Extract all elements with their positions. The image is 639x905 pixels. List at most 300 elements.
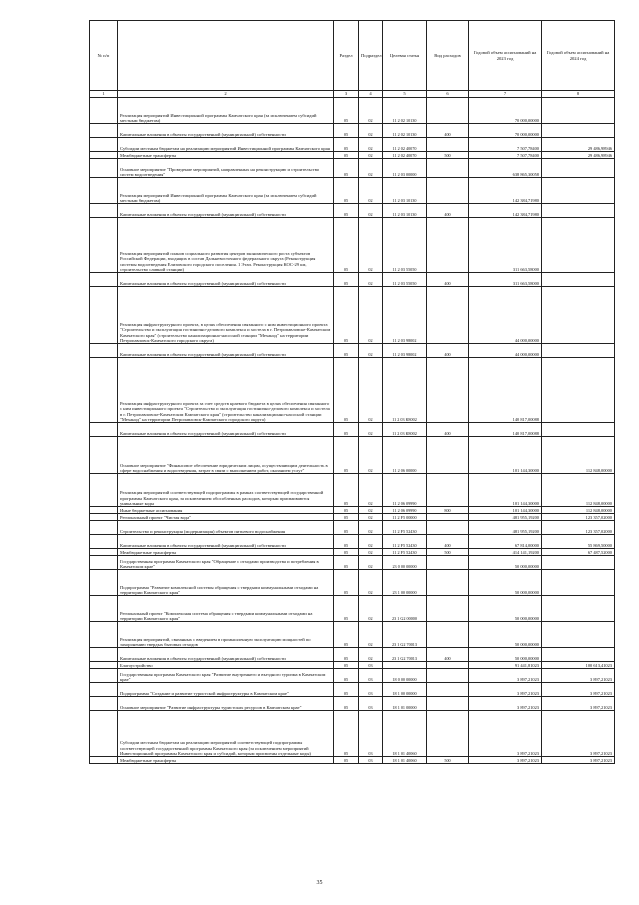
amount-2023-cell: 7 507,78400 bbox=[469, 152, 542, 159]
item-name-cell: Подпрограмма "Создание и развитие туристской инфраструктуры в Камчатском крае" bbox=[118, 683, 334, 697]
subsection-cell: 02 bbox=[359, 521, 383, 535]
section-cell: 05 bbox=[334, 437, 359, 474]
amount-2024-cell: 55 869,50000 bbox=[542, 535, 615, 549]
expense-type-cell: 400 bbox=[427, 535, 469, 549]
table-row bbox=[90, 159, 615, 178]
target-article-cell: 11 2 F5 00000 bbox=[383, 514, 427, 521]
target-article-cell: 11 2 02 10130 bbox=[383, 98, 427, 124]
expense-type-cell bbox=[427, 556, 469, 570]
section-cell: 05 bbox=[334, 218, 359, 273]
target-article-cell: 11 2 02 40070 bbox=[383, 138, 427, 152]
subsection-cell: 02 bbox=[359, 570, 383, 596]
amount-2024-cell: 123 357,02000 bbox=[542, 514, 615, 521]
amount-2024-cell bbox=[542, 344, 615, 358]
amount-2023-cell: 414 141,19200 bbox=[469, 549, 542, 556]
amount-2023-cell: 311 663,58000 bbox=[469, 218, 542, 273]
row-number-cell bbox=[90, 757, 118, 764]
table-row bbox=[90, 344, 615, 358]
column-number: 1 bbox=[90, 91, 118, 98]
expense-type-cell bbox=[427, 697, 469, 711]
row-number-cell bbox=[90, 159, 118, 178]
expense-type-cell bbox=[427, 358, 469, 423]
expense-type-cell bbox=[427, 159, 469, 178]
row-number-cell bbox=[90, 556, 118, 570]
expense-type-cell bbox=[427, 521, 469, 535]
amount-2024-cell: 100 613,41023 bbox=[542, 662, 615, 669]
amount-2023-cell: 3 897,21023 bbox=[469, 697, 542, 711]
amount-2023-cell: 140 817,00088 bbox=[469, 358, 542, 423]
row-number-cell bbox=[90, 697, 118, 711]
amount-2024-cell bbox=[542, 204, 615, 218]
expense-type-cell bbox=[427, 437, 469, 474]
row-number-cell bbox=[90, 669, 118, 683]
row-number-cell bbox=[90, 507, 118, 514]
target-article-cell: 18 1 01 40060 bbox=[383, 711, 427, 757]
amount-2024-cell: 67 487,52000 bbox=[542, 549, 615, 556]
item-name-cell: Строительство и реконструкция (модернизация) объектов питьевого водоснабжения bbox=[118, 521, 334, 535]
amount-2024-cell bbox=[542, 287, 615, 344]
item-name-cell: Капитальные вложения в объекты государственной (муниципальной) собственности bbox=[118, 124, 334, 138]
section-cell: 05 bbox=[334, 287, 359, 344]
amount-2023-cell: 44 000,00000 bbox=[469, 287, 542, 344]
row-number-cell bbox=[90, 152, 118, 159]
item-name-cell: Благоустройство bbox=[118, 662, 334, 669]
table-row bbox=[90, 669, 615, 683]
expense-type-cell bbox=[427, 669, 469, 683]
item-name-cell: Реализация инфраструктурного проекта, в целях обеспечения связанного с ним инвестиционного проекта "Строительство и эксплуатация гостинично-делового комплекса и хостела в г. Петропавловске-Камчатском Камчатского края" (строительство канализационно-насосной станции "Механод" на территории Петропавловск-Камчатского городского округа) bbox=[118, 287, 334, 344]
section-cell: 05 bbox=[334, 124, 359, 138]
subsection-cell: 03 bbox=[359, 662, 383, 669]
table-row bbox=[90, 683, 615, 697]
section-cell: 05 bbox=[334, 648, 359, 662]
header-amount-2023: Годовой объем ассигнований на 2023 год bbox=[469, 21, 542, 91]
target-article-cell: 11 2 06 09990 bbox=[383, 474, 427, 507]
amount-2023-cell: 101 144,30000 bbox=[469, 507, 542, 514]
expense-type-cell bbox=[427, 596, 469, 622]
header-name bbox=[118, 21, 334, 91]
amount-2024-cell: 3 897,21023 bbox=[542, 697, 615, 711]
table-row bbox=[90, 437, 615, 474]
expense-type-cell bbox=[427, 622, 469, 648]
column-number-row bbox=[90, 91, 615, 98]
item-name-cell: Субсидии местным бюджетам на реализацию мероприятий соответствующей подпрограммы соответствующей государственной программы Камчатского края (за исключением мероприятий Инвестиционной программы Камчатского края и субсидий, которым присвоены отдельные коды) bbox=[118, 711, 334, 757]
subsection-cell: 02 bbox=[359, 474, 383, 507]
item-name-cell: Капитальные вложения в объекты государственной (муниципальной) собственности bbox=[118, 204, 334, 218]
amount-2024-cell: 112 848,00000 bbox=[542, 474, 615, 507]
column-number: 8 bbox=[542, 91, 615, 98]
subsection-cell: 02 bbox=[359, 344, 383, 358]
target-article-cell: 11 2 03 К8002 bbox=[383, 423, 427, 437]
amount-2023-cell: 481 955,19200 bbox=[469, 521, 542, 535]
expense-type-cell bbox=[427, 218, 469, 273]
target-article-cell: 11 2 06 00000 bbox=[383, 437, 427, 474]
amount-2023-cell: 50 000,00000 bbox=[469, 570, 542, 596]
expense-type-cell: 500 bbox=[427, 757, 469, 764]
target-article-cell: 11 2 03 98002 bbox=[383, 344, 427, 358]
item-name-cell: Иные бюджетные ассигнования bbox=[118, 507, 334, 514]
table-row bbox=[90, 98, 615, 124]
section-cell: 05 bbox=[334, 273, 359, 287]
target-article-cell: 11 2 F5 52430 bbox=[383, 549, 427, 556]
row-number-cell bbox=[90, 287, 118, 344]
page-number: 35 bbox=[316, 880, 323, 886]
row-number-cell bbox=[90, 711, 118, 757]
subsection-cell: 02 bbox=[359, 98, 383, 124]
section-cell: 05 bbox=[334, 423, 359, 437]
table-row bbox=[90, 570, 615, 596]
subsection-cell: 02 bbox=[359, 204, 383, 218]
target-article-cell: 23 1 G2 70013 bbox=[383, 648, 427, 662]
section-cell: 05 bbox=[334, 507, 359, 514]
row-number-cell bbox=[90, 662, 118, 669]
amount-2023-cell: 311 663,58000 bbox=[469, 273, 542, 287]
amount-2024-cell: 3 897,21023 bbox=[542, 711, 615, 757]
section-cell: 05 bbox=[334, 514, 359, 521]
row-number-cell bbox=[90, 570, 118, 596]
amount-2024-cell bbox=[542, 218, 615, 273]
item-name-cell: Капитальные вложения в объекты государственной (муниципальной) собственности bbox=[118, 273, 334, 287]
table-body bbox=[90, 21, 615, 764]
amount-2024-cell: 112 848,00000 bbox=[542, 437, 615, 474]
subsection-cell: 03 bbox=[359, 711, 383, 757]
item-name-cell: Основное мероприятие "Финансовое обеспечение юридическим лицам, осуществляющим деятельность в сфере водоснабжения и водоотведения, затрат в связи с выполнением работ, оказанием услуг" bbox=[118, 437, 334, 474]
column-number: 7 bbox=[469, 91, 542, 98]
target-article-cell: 23 1 G2 00000 bbox=[383, 596, 427, 622]
expense-type-cell bbox=[427, 683, 469, 697]
row-number-cell bbox=[90, 138, 118, 152]
expense-type-cell: 400 bbox=[427, 423, 469, 437]
row-number-cell bbox=[90, 204, 118, 218]
header-subsection: Подраздел bbox=[359, 21, 383, 91]
amount-2023-cell: 91 441,81023 bbox=[469, 662, 542, 669]
item-name-cell: Региональный проект "Комплексная система обращения с твердыми коммунальными отходами на территории Камчатского края" bbox=[118, 596, 334, 622]
item-name-cell: Межбюджетные трансферты bbox=[118, 152, 334, 159]
subsection-cell: 02 bbox=[359, 124, 383, 138]
target-article-cell: 18 1 00 00000 bbox=[383, 683, 427, 697]
amount-2024-cell bbox=[542, 124, 615, 138]
amount-2024-cell: 112 848,00000 bbox=[542, 507, 615, 514]
item-name-cell: Основное мероприятие "Проведение мероприятий, направленных на реконструкцию и строительство систем водоотведения" bbox=[118, 159, 334, 178]
row-number-cell bbox=[90, 549, 118, 556]
amount-2024-cell: 123 357,02000 bbox=[542, 521, 615, 535]
amount-2023-cell: 50 000,00000 bbox=[469, 622, 542, 648]
header-expense-type: Вид расходов bbox=[427, 21, 469, 91]
amount-2024-cell bbox=[542, 596, 615, 622]
row-number-cell bbox=[90, 535, 118, 549]
item-name-cell: Региональный проект "Чистая вода" bbox=[118, 514, 334, 521]
section-cell: 05 bbox=[334, 152, 359, 159]
section-cell: 05 bbox=[334, 662, 359, 669]
item-name-cell: Капитальные вложения в объекты государственной (муниципальной) собственности bbox=[118, 648, 334, 662]
amount-2023-cell: 50 000,00000 bbox=[469, 648, 542, 662]
subsection-cell: 02 bbox=[359, 178, 383, 204]
table-row bbox=[90, 535, 615, 549]
item-name-cell: Реализация мероприятий планов социального развития центров экономического роста субъектов Российской Федерации, входящих в состав Дальневосточного федерального округа (Реконструкция системы водоотведения Елизовского городского поселения. 1 Этап. Реконструкция КОС-29 км, строительство сливной станции) bbox=[118, 218, 334, 273]
amount-2023-cell: 50 000,00000 bbox=[469, 596, 542, 622]
header-target-article: Целевая статья bbox=[383, 21, 427, 91]
item-name-cell: Субсидии местным бюджетам на реализацию мероприятий Инвестиционной программы Камчатского края bbox=[118, 138, 334, 152]
amount-2023-cell: 140 817,00088 bbox=[469, 423, 542, 437]
amount-2024-cell: 3 897,21023 bbox=[542, 683, 615, 697]
amount-2024-cell: 29 486,98946 bbox=[542, 138, 615, 152]
target-article-cell: 11 2 02 10130 bbox=[383, 124, 427, 138]
expense-type-cell: 400 bbox=[427, 124, 469, 138]
subsection-cell: 03 bbox=[359, 669, 383, 683]
table-row bbox=[90, 204, 615, 218]
item-name-cell: Основное мероприятие "Развитие инфраструктуры туристских ресурсов в Камчатском крае" bbox=[118, 697, 334, 711]
subsection-cell: 02 bbox=[359, 648, 383, 662]
subsection-cell: 02 bbox=[359, 507, 383, 514]
table-row bbox=[90, 474, 615, 507]
row-number-cell bbox=[90, 423, 118, 437]
section-cell: 05 bbox=[334, 521, 359, 535]
target-article-cell: 11 2 03 10130 bbox=[383, 178, 427, 204]
subsection-cell: 02 bbox=[359, 287, 383, 344]
table-row bbox=[90, 152, 615, 159]
amount-2023-cell: 638 865,30058 bbox=[469, 159, 542, 178]
column-number: 4 bbox=[359, 91, 383, 98]
expense-type-cell: 800 bbox=[427, 507, 469, 514]
subsection-cell: 03 bbox=[359, 757, 383, 764]
column-number: 5 bbox=[383, 91, 427, 98]
table-row bbox=[90, 507, 615, 514]
amount-2023-cell: 3 897,21023 bbox=[469, 757, 542, 764]
section-cell: 05 bbox=[334, 570, 359, 596]
item-name-cell: Реализация мероприятий Инвестиционной программы Камчатского края (за исключением субсидий местным бюджетам) bbox=[118, 178, 334, 204]
item-name-cell: Межбюджетные трансферты bbox=[118, 757, 334, 764]
row-number-cell bbox=[90, 273, 118, 287]
section-cell: 05 bbox=[334, 757, 359, 764]
subsection-cell: 02 bbox=[359, 138, 383, 152]
target-article-cell: 11 2 06 09990 bbox=[383, 507, 427, 514]
expense-type-cell: 400 bbox=[427, 204, 469, 218]
target-article-cell: 11 2 03 98002 bbox=[383, 287, 427, 344]
row-number-cell bbox=[90, 596, 118, 622]
item-name-cell: Капитальные вложения в объекты государственной (муниципальной) собственности bbox=[118, 535, 334, 549]
section-cell: 05 bbox=[334, 204, 359, 218]
subsection-cell: 02 bbox=[359, 423, 383, 437]
amount-2024-cell: 29 486,98946 bbox=[542, 152, 615, 159]
expense-type-cell bbox=[427, 711, 469, 757]
item-name-cell: Межбюджетные трансферты bbox=[118, 549, 334, 556]
amount-2023-cell: 142 384,71980 bbox=[469, 178, 542, 204]
table-row bbox=[90, 596, 615, 622]
amount-2023-cell: 481 955,19200 bbox=[469, 514, 542, 521]
item-name-cell: Реализация мероприятий Инвестиционной программы Камчатского края (за исключением субсидий местным бюджетам) bbox=[118, 98, 334, 124]
target-article-cell: 11 2 02 40070 bbox=[383, 152, 427, 159]
expense-type-cell bbox=[427, 138, 469, 152]
subsection-cell: 02 bbox=[359, 273, 383, 287]
expense-type-cell: 400 bbox=[427, 344, 469, 358]
table-row bbox=[90, 521, 615, 535]
amount-2024-cell bbox=[542, 273, 615, 287]
amount-2024-cell bbox=[542, 622, 615, 648]
section-cell: 05 bbox=[334, 669, 359, 683]
amount-2024-cell bbox=[542, 358, 615, 423]
table-row bbox=[90, 287, 615, 344]
section-cell: 05 bbox=[334, 711, 359, 757]
subsection-cell: 02 bbox=[359, 437, 383, 474]
header-number: № п/п bbox=[90, 21, 118, 91]
expense-type-cell bbox=[427, 514, 469, 521]
item-name-cell: Государственная программа Камчатского края "Развитие внутреннего и въездного туризма в Камчатском крае" bbox=[118, 669, 334, 683]
row-number-cell bbox=[90, 98, 118, 124]
table-row bbox=[90, 218, 615, 273]
column-number: 2 bbox=[118, 91, 334, 98]
section-cell: 05 bbox=[334, 178, 359, 204]
amount-2024-cell bbox=[542, 648, 615, 662]
amount-2024-cell bbox=[542, 178, 615, 204]
table-row bbox=[90, 358, 615, 423]
subsection-cell: 02 bbox=[359, 535, 383, 549]
table-row bbox=[90, 556, 615, 570]
header-section: Раздел bbox=[334, 21, 359, 91]
table-row bbox=[90, 662, 615, 669]
row-number-cell bbox=[90, 648, 118, 662]
subsection-cell: 02 bbox=[359, 358, 383, 423]
expense-type-cell bbox=[427, 570, 469, 596]
column-number: 3 bbox=[334, 91, 359, 98]
subsection-cell: 02 bbox=[359, 556, 383, 570]
target-article-cell: 11 2 03 00000 bbox=[383, 159, 427, 178]
table-row bbox=[90, 711, 615, 757]
target-article-cell: 18 0 00 00000 bbox=[383, 669, 427, 683]
subsection-cell: 03 bbox=[359, 683, 383, 697]
target-article-cell: 11 2 F5 52430 bbox=[383, 521, 427, 535]
amount-2024-cell bbox=[542, 556, 615, 570]
section-cell: 05 bbox=[334, 683, 359, 697]
section-cell: 05 bbox=[334, 556, 359, 570]
expense-type-cell: 400 bbox=[427, 273, 469, 287]
target-article-cell: 11 2 03 55050 bbox=[383, 273, 427, 287]
section-cell: 05 bbox=[334, 138, 359, 152]
table-row bbox=[90, 138, 615, 152]
row-number-cell bbox=[90, 514, 118, 521]
target-article-cell: 23 1 00 00000 bbox=[383, 570, 427, 596]
expense-type-cell bbox=[427, 178, 469, 204]
section-cell: 05 bbox=[334, 474, 359, 507]
target-article-cell: 11 2 03 55050 bbox=[383, 218, 427, 273]
subsection-cell: 02 bbox=[359, 218, 383, 273]
section-cell: 05 bbox=[334, 344, 359, 358]
item-name-cell: Реализация мероприятий, связанных с введением в промышленную эксплуатацию мощностей по захоронению твердых бытовых отходов bbox=[118, 622, 334, 648]
subsection-cell: 02 bbox=[359, 622, 383, 648]
expense-type-cell: 400 bbox=[427, 648, 469, 662]
section-cell: 05 bbox=[334, 358, 359, 423]
column-number: 6 bbox=[427, 91, 469, 98]
target-article-cell: 11 2 03 К8002 bbox=[383, 358, 427, 423]
target-article-cell: 18 1 01 40060 bbox=[383, 757, 427, 764]
row-number-cell bbox=[90, 124, 118, 138]
section-cell: 05 bbox=[334, 596, 359, 622]
amount-2024-cell bbox=[542, 570, 615, 596]
item-name-cell: Реализация инфраструктурного проекта за счет средств краевого бюджета в целях обеспечения связанного с ним инвестиционного проекта "Строительство и эксплуатация гостинично-делового комплекса и хостела в г. Петропавловске-Камчатском Камчатского края" (строительство канализационно-насосной станции "Механод" на территории Петропавловск-Камчатского городского округа) bbox=[118, 358, 334, 423]
subsection-cell: 03 bbox=[359, 697, 383, 711]
row-number-cell bbox=[90, 683, 118, 697]
amount-2024-cell bbox=[542, 423, 615, 437]
header-amount-2024: Годовой объем ассигнований на 2024 год bbox=[542, 21, 615, 91]
subsection-cell: 02 bbox=[359, 596, 383, 622]
amount-2023-cell: 70 000,00000 bbox=[469, 98, 542, 124]
amount-2023-cell: 7 507,78400 bbox=[469, 138, 542, 152]
expense-type-cell bbox=[427, 98, 469, 124]
amount-2023-cell: 142 384,71980 bbox=[469, 204, 542, 218]
amount-2023-cell: 101 144,30000 bbox=[469, 474, 542, 507]
item-name-cell: Реализация мероприятий соответствующей подпрограммы в рамках соответствующей государственной программы Камчатского края, за исключением обособленных расходов, которым присваиваются уникальные коды bbox=[118, 474, 334, 507]
table-row bbox=[90, 549, 615, 556]
row-number-cell bbox=[90, 344, 118, 358]
amount-2023-cell: 67 814,00000 bbox=[469, 535, 542, 549]
expense-type-cell bbox=[427, 287, 469, 344]
target-article-cell: 11 2 03 10130 bbox=[383, 204, 427, 218]
table-row bbox=[90, 178, 615, 204]
amount-2024-cell bbox=[542, 98, 615, 124]
item-name-cell: Капитальные вложения в объекты государственной (муниципальной) собственности bbox=[118, 423, 334, 437]
table-row bbox=[90, 622, 615, 648]
table-header-row bbox=[90, 21, 615, 91]
amount-2024-cell: 3 897,21023 bbox=[542, 669, 615, 683]
amount-2024-cell: 3 897,21023 bbox=[542, 757, 615, 764]
target-article-cell: 11 2 F5 52430 bbox=[383, 535, 427, 549]
row-number-cell bbox=[90, 437, 118, 474]
subsection-cell: 02 bbox=[359, 159, 383, 178]
amount-2023-cell: 70 000,00000 bbox=[469, 124, 542, 138]
table-row bbox=[90, 273, 615, 287]
item-name-cell: Государственная программа Камчатского края "Обращение с отходами производства и потребления в Камчатском крае" bbox=[118, 556, 334, 570]
expense-type-cell: 500 bbox=[427, 549, 469, 556]
subsection-cell: 02 bbox=[359, 514, 383, 521]
table-row bbox=[90, 697, 615, 711]
expense-type-cell: 500 bbox=[427, 152, 469, 159]
item-name-cell: Подпрограмма "Развитие комплексной системы обращения с твердыми коммунальными отходами на территории Камчатского края" bbox=[118, 570, 334, 596]
amount-2023-cell: 3 897,21023 bbox=[469, 669, 542, 683]
subsection-cell: 02 bbox=[359, 549, 383, 556]
amount-2024-cell bbox=[542, 159, 615, 178]
amount-2023-cell: 50 000,00000 bbox=[469, 556, 542, 570]
row-number-cell bbox=[90, 218, 118, 273]
table-row bbox=[90, 514, 615, 521]
target-article-cell bbox=[383, 662, 427, 669]
row-number-cell bbox=[90, 521, 118, 535]
expense-type-cell bbox=[427, 474, 469, 507]
amount-2023-cell: 101 144,30000 bbox=[469, 437, 542, 474]
section-cell: 05 bbox=[334, 549, 359, 556]
section-cell: 05 bbox=[334, 697, 359, 711]
subsection-cell: 02 bbox=[359, 152, 383, 159]
section-cell: 05 bbox=[334, 535, 359, 549]
table-row bbox=[90, 423, 615, 437]
table-row bbox=[90, 124, 615, 138]
item-name-cell: Капитальные вложения в объекты государственной (муниципальной) собственности bbox=[118, 344, 334, 358]
target-article-cell: 23 1 G2 70013 bbox=[383, 622, 427, 648]
amount-2023-cell: 44 000,00000 bbox=[469, 344, 542, 358]
target-article-cell: 18 1 01 00000 bbox=[383, 697, 427, 711]
amount-2023-cell: 3 897,21023 bbox=[469, 683, 542, 697]
budget-table bbox=[89, 20, 615, 764]
table-row bbox=[90, 757, 615, 764]
section-cell: 05 bbox=[334, 98, 359, 124]
row-number-cell bbox=[90, 474, 118, 507]
row-number-cell bbox=[90, 622, 118, 648]
section-cell: 05 bbox=[334, 622, 359, 648]
amount-2023-cell: 3 897,21023 bbox=[469, 711, 542, 757]
table-row bbox=[90, 648, 615, 662]
expense-type-cell bbox=[427, 662, 469, 669]
row-number-cell bbox=[90, 178, 118, 204]
target-article-cell: 23 0 00 00000 bbox=[383, 556, 427, 570]
section-cell: 05 bbox=[334, 159, 359, 178]
row-number-cell bbox=[90, 358, 118, 423]
